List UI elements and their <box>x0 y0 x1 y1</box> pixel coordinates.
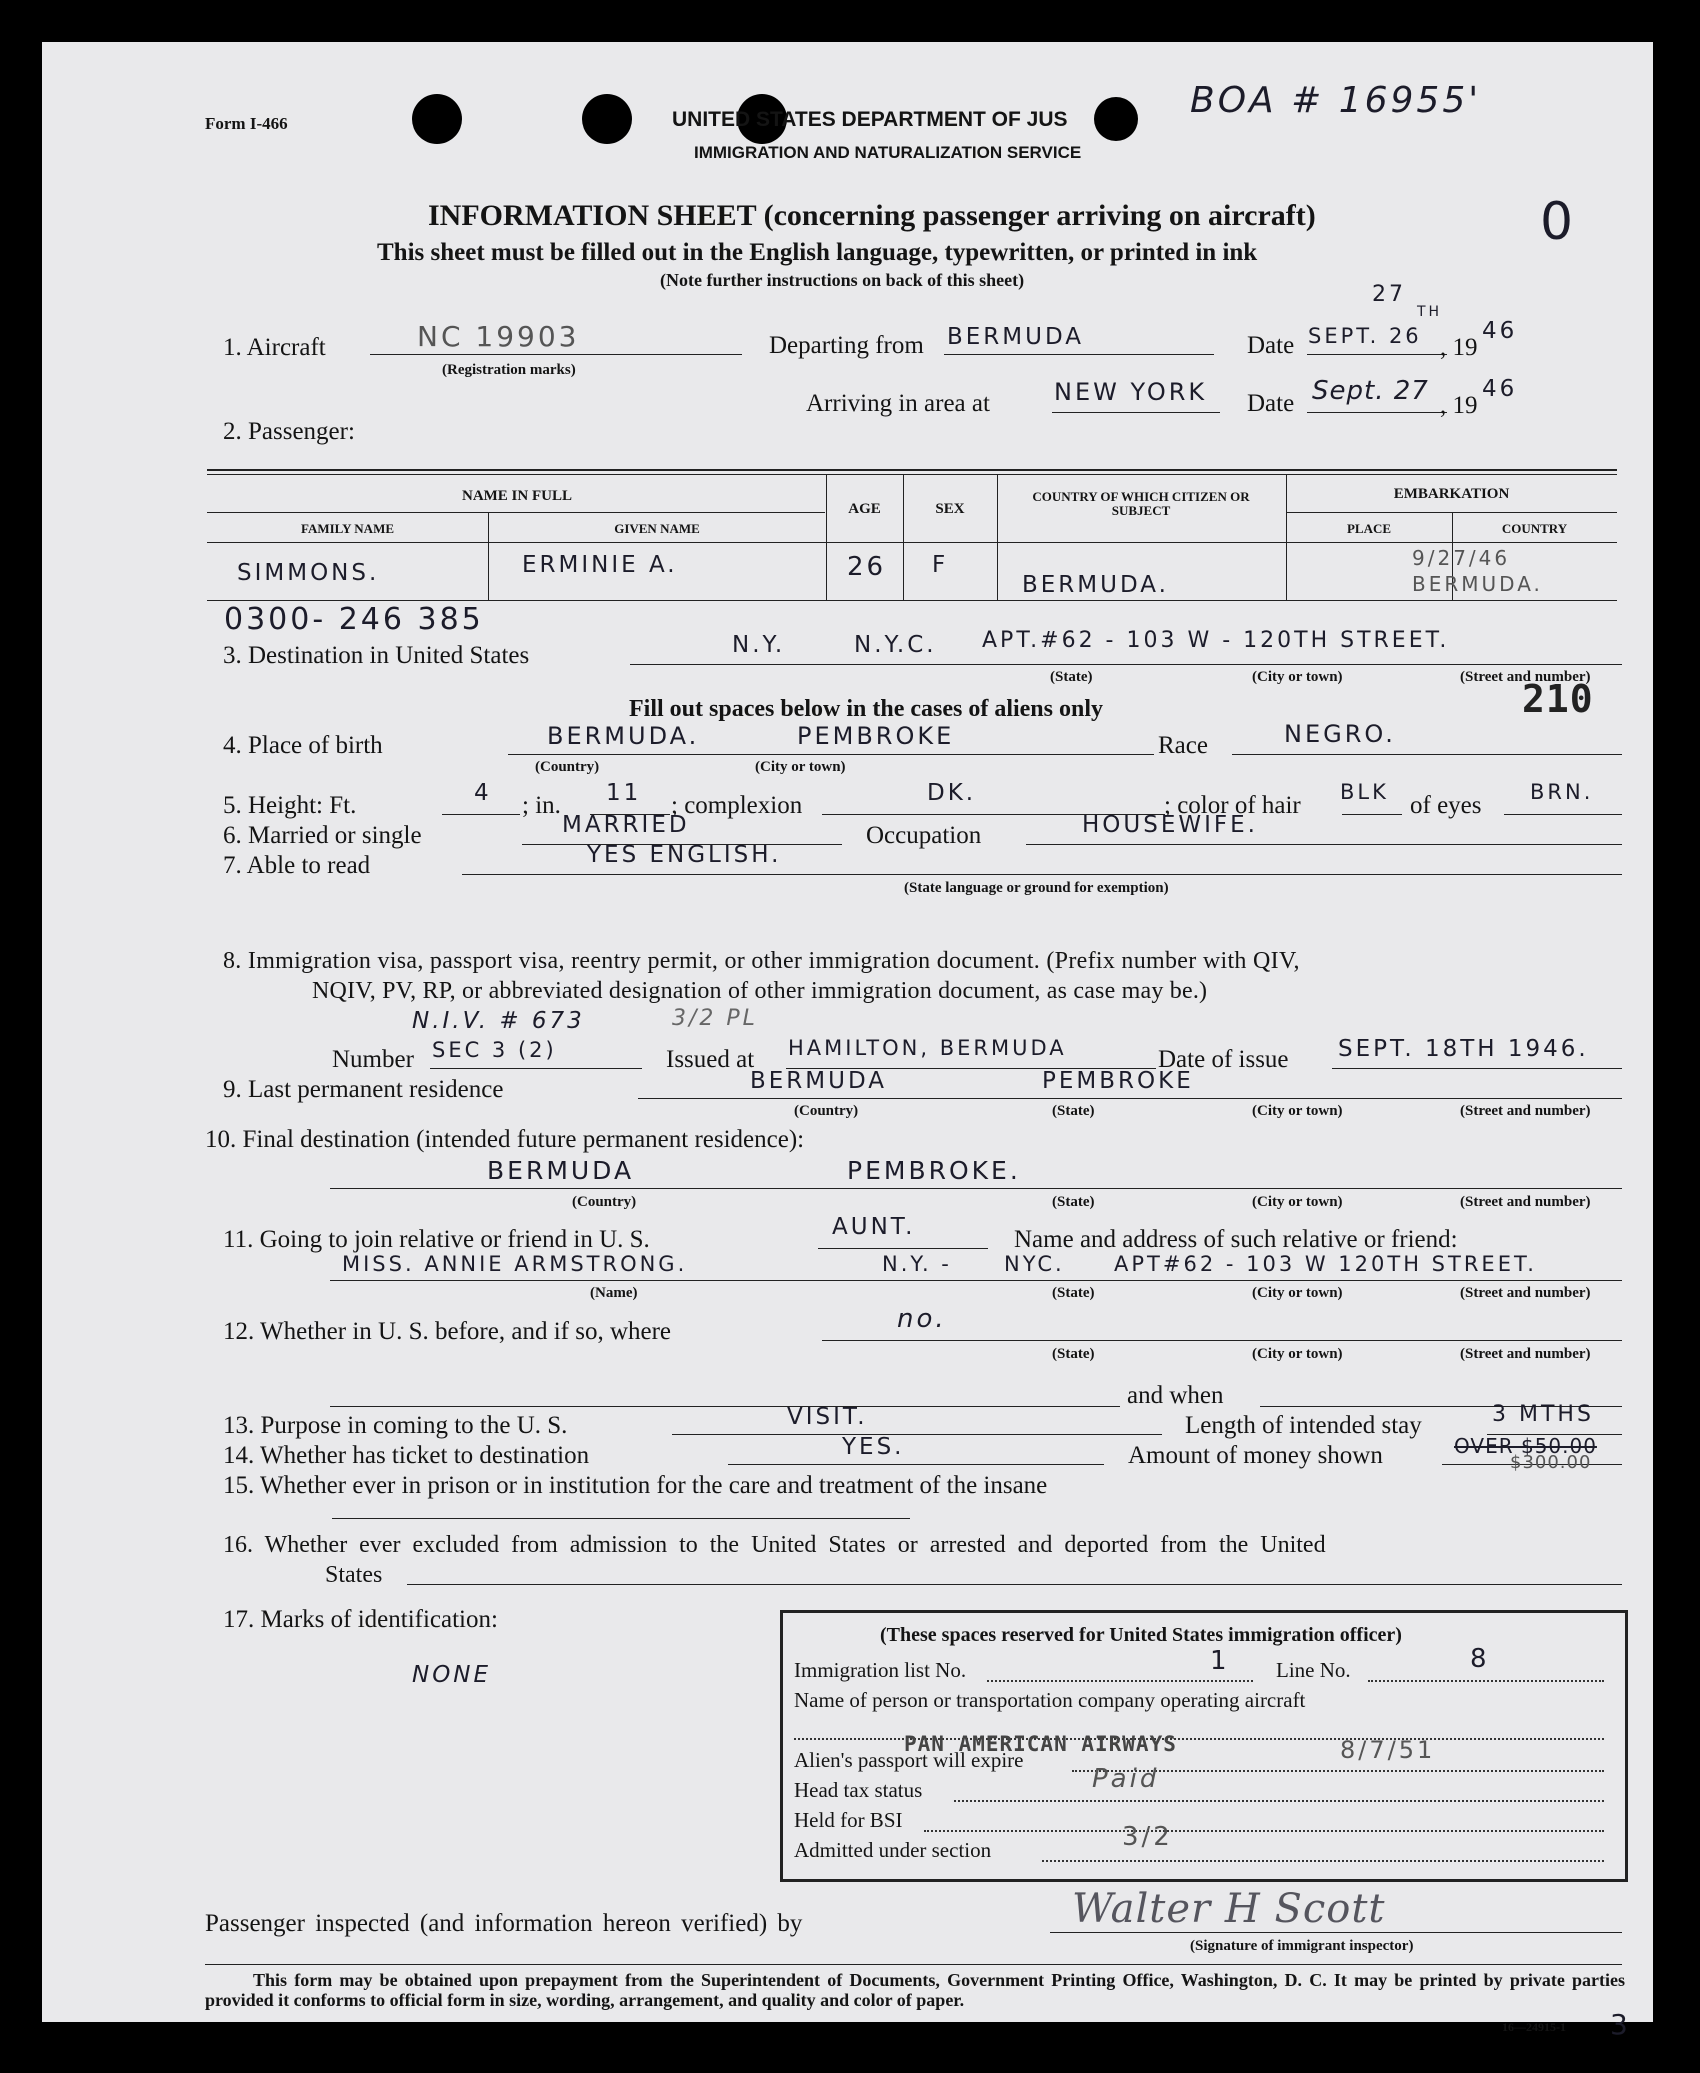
sex-value: F <box>932 552 949 578</box>
departing-value: BERMUDA <box>947 324 1085 350</box>
arriving-value: NEW YORK <box>1054 378 1208 406</box>
date-label: Date <box>1247 332 1295 359</box>
departing-label: Departing from <box>769 332 924 359</box>
complexion-value: DK. <box>927 780 977 806</box>
operator-label: Name of person or transportation company operating aircraft <box>794 1688 1306 1712</box>
footer-handwritten-mark: 3 <box>1610 2008 1631 2041</box>
punch-hole <box>1094 97 1138 141</box>
departure-date-correction: 27 <box>1372 282 1406 307</box>
punch-hole <box>582 94 632 144</box>
destination-label: 3. Destination in United States <box>223 642 530 669</box>
final-destination-country: BERMUDA <box>487 1156 635 1185</box>
race-value: NEGRO. <box>1284 720 1396 748</box>
residence-state: PEMBROKE <box>1042 1068 1194 1094</box>
handwritten-reference: BOA # 16955' <box>1190 80 1482 121</box>
hair-value: BLK <box>1340 780 1389 804</box>
embark-place-value: 9/27/46 <box>1412 546 1511 570</box>
inches-label: ; in. <box>522 792 561 819</box>
birth-city-caption: (City or town) <box>755 759 846 775</box>
relative-city: NYC. <box>1004 1252 1065 1276</box>
before-street-caption: (Street and number) <box>1460 1346 1591 1362</box>
inspected-label: Passenger inspected (and information hereon verified) by <box>205 1910 803 1937</box>
destination-city: N.Y.C. <box>854 632 937 658</box>
residence-city-caption: (City or town) <box>1252 1103 1343 1119</box>
embark-country-value: BERMUDA. <box>1412 572 1543 596</box>
final-street-caption: (Street and number) <box>1460 1194 1591 1210</box>
relative-street-caption: (Street and number) <box>1460 1285 1591 1301</box>
excluded-label-line2: States <box>325 1562 383 1588</box>
aliens-heading: Fill out spaces below in the cases of aliens only <box>629 696 1104 722</box>
aircraft-value: NC 19903 <box>417 320 580 353</box>
visa-label-line1: 8. Immigration visa, passport visa, reentry permit, or other immigration document. (Prefix number with QIV, <box>223 948 1300 974</box>
married-label: 6. Married or single <box>223 822 422 849</box>
relative-address-label: Name and address of such relative or friend: <box>1014 1226 1458 1253</box>
family-name-header: FAMILY NAME <box>300 521 395 536</box>
issued-at-value: HAMILTON, BERMUDA <box>788 1036 1067 1060</box>
purpose-label: 13. Purpose in coming to the U. S. <box>223 1412 568 1439</box>
visa-pencil-note: 3/2 PL <box>672 1006 758 1031</box>
read-value: YES ENGLISH. <box>587 842 782 868</box>
residence-label: 9. Last permanent residence <box>223 1076 504 1103</box>
signature-caption: (Signature of immigrant inspector) <box>1190 1938 1414 1954</box>
country-header: COUNTRY <box>1501 521 1568 536</box>
departure-year: 46 <box>1482 318 1518 344</box>
eyes-label: of eyes <box>1410 792 1482 819</box>
head-tax-label: Head tax status <box>794 1778 923 1802</box>
read-label: 7. Able to read <box>223 852 371 879</box>
issued-at-label: Issued at <box>666 1046 755 1073</box>
residence-street-caption: (Street and number) <box>1460 1103 1591 1119</box>
admitted-section-value: 3/2 <box>1122 1822 1173 1852</box>
destination-street-caption: (Street and number) <box>1460 669 1591 685</box>
passport-expire-value: 8/7/51 <box>1340 1736 1436 1764</box>
marks-value: NONE <box>412 1662 492 1688</box>
visa-number-label: Number <box>332 1046 414 1073</box>
eyes-value: BRN. <box>1530 780 1594 804</box>
aircraft-label: 1. Aircraft <box>223 334 326 361</box>
place-header: PLACE <box>1346 521 1392 536</box>
issue-date-value: SEPT. 18TH 1946. <box>1338 1036 1589 1062</box>
operator-value: PAN AMERICAN AIRWAYS <box>904 1732 1177 1756</box>
passport-expire-label: Alien's passport will expire <box>794 1748 1024 1772</box>
birth-label: 4. Place of birth <box>223 732 383 759</box>
punch-hole <box>412 94 462 144</box>
before-city-caption: (City or town) <box>1252 1346 1343 1362</box>
embarkation-header: EMBARKATION <box>1393 486 1510 502</box>
residence-country-caption: (Country) <box>794 1103 859 1119</box>
citizen-value: BERMUDA. <box>1022 572 1169 598</box>
departure-year-prefix: , 19 <box>1440 334 1478 361</box>
complexion-label: ; complexion <box>671 792 803 819</box>
height-label: 5. Height: Ft. <box>223 792 357 819</box>
relative-state-caption: (State) <box>1052 1285 1095 1301</box>
height-feet: 4 <box>474 780 492 806</box>
money-label: Amount of money shown <box>1128 1442 1383 1469</box>
birth-city: PEMBROKE <box>797 722 955 750</box>
ticket-label: 14. Whether has ticket to destination <box>223 1442 590 1469</box>
final-city-caption: (City or town) <box>1252 1194 1343 1210</box>
destination-state-caption: (State) <box>1050 669 1093 685</box>
destination-state: N.Y. <box>732 632 786 658</box>
occupation-label: Occupation <box>866 822 982 849</box>
before-value: no. <box>897 1304 947 1334</box>
age-header: AGE <box>848 501 881 517</box>
form-subtitle: This sheet must be filled out in the English language, typewritten, or printed in ink <box>377 239 1258 266</box>
prison-label: 15. Whether ever in prison or in institution for the care and treatment of the insane <box>223 1472 1048 1499</box>
final-destination-state: PEMBROKE. <box>847 1156 1021 1185</box>
race-label: Race <box>1158 732 1208 759</box>
form-sheet <box>42 42 1653 2041</box>
final-state-caption: (State) <box>1052 1194 1095 1210</box>
form-note: (Note further instructions on back of this sheet) <box>660 270 1025 290</box>
arriving-label: Arriving in area at <box>806 390 990 417</box>
read-caption: (State language or ground for exemption) <box>904 880 1169 896</box>
list-number-value: 1 <box>1210 1646 1230 1676</box>
form-number: Form I-466 <box>205 114 288 133</box>
visa-prefix: N.I.V. # 673 <box>412 1008 585 1034</box>
stamped-number: 210 <box>1522 677 1594 721</box>
marks-label: 17. Marks of identification: <box>223 1606 498 1633</box>
arrival-date-label: Date <box>1247 390 1295 417</box>
join-relation: AUNT. <box>832 1214 916 1240</box>
age-value: 26 <box>847 552 887 582</box>
departure-date: SEPT. 26 <box>1308 324 1422 348</box>
destination-street: APT.#62 - 103 W - 120TH STREET. <box>982 628 1450 653</box>
arrival-year-prefix: , 19 <box>1440 392 1478 419</box>
stay-value: 3 MTHS <box>1492 1402 1594 1427</box>
height-inches: 11 <box>606 780 642 806</box>
handwritten-id-number: 0300- 246 385 <box>224 602 484 637</box>
join-label: 11. Going to join relative or friend in U. S. <box>223 1226 650 1253</box>
citizen-country-header: COUNTRY OF WHICH CITIZEN OR SUBJECT <box>1032 489 1250 518</box>
name-in-full-header: NAME IN FULL <box>461 488 572 504</box>
relative-state: N.Y. - <box>882 1252 952 1276</box>
arrival-date: Sept. 27 <box>1312 376 1429 406</box>
purpose-value: VISIT. <box>787 1404 868 1430</box>
birth-country-caption: (Country) <box>535 759 600 775</box>
service-name: IMMIGRATION AND NATURALIZATION SERVICE <box>694 143 1082 162</box>
birth-country: BERMUDA. <box>547 722 700 750</box>
sex-header: SEX <box>935 501 965 517</box>
held-bsi-label: Held for BSI <box>794 1808 903 1832</box>
money-value: OVER $50.00 <box>1454 1434 1597 1458</box>
footer-text: This form may be obtained upon prepayment from the Superintendent of Documents, Government Printing Office, Washington, D. C. It may be printed by private parties provided it conforms to official form in size, wording, arrangement, and quality and color of paper. <box>205 1970 1625 2010</box>
family-name-value: SIMMONS. <box>237 560 380 586</box>
residence-state-caption: (State) <box>1052 1103 1095 1119</box>
head-tax-value: Paid <box>1092 1764 1160 1794</box>
residence-country: BERMUDA <box>750 1068 888 1094</box>
handwritten-corner-mark: 0 <box>1540 192 1577 252</box>
ticket-value: YES. <box>842 1434 905 1460</box>
department-name: UNITED STATES DEPARTMENT OF JUS <box>672 108 1068 131</box>
line-number-label: Line No. <box>1276 1658 1351 1682</box>
money-correction: $300.00 <box>1510 1452 1592 1473</box>
final-destination-label: 10. Final destination (intended future permanent residence): <box>205 1126 805 1153</box>
hair-label: ; color of hair <box>1164 792 1301 819</box>
departure-date-suffix: TH <box>1417 304 1443 320</box>
when-label: and when <box>1127 1382 1224 1409</box>
issue-date-label: Date of issue <box>1158 1046 1289 1073</box>
relative-street: APT#62 - 103 W 120TH STREET. <box>1114 1252 1537 1276</box>
aircraft-caption: (Registration marks) <box>442 362 576 378</box>
form-title: INFORMATION SHEET (concerning passenger arriving on aircraft) <box>428 199 1316 232</box>
before-label: 12. Whether in U. S. before, and if so, where <box>223 1318 672 1345</box>
inspector-signature: Walter H Scott <box>1072 1886 1386 1932</box>
relative-name: MISS. ANNIE ARMSTRONG. <box>342 1252 688 1276</box>
excluded-label-line1: 16. Whether ever excluded from admission to the United States or arrested and deported from the United <box>223 1532 1326 1558</box>
given-name-header: GIVEN NAME <box>614 521 700 536</box>
destination-city-caption: (City or town) <box>1252 669 1343 685</box>
given-name-value: ERMINIE A. <box>522 552 678 578</box>
stay-label: Length of intended stay <box>1185 1412 1422 1439</box>
arrival-year: 46 <box>1482 376 1518 402</box>
married-value: MARRIED <box>562 812 690 838</box>
final-country-caption: (Country) <box>572 1194 637 1210</box>
visa-label-line2: NQIV, PV, RP, or abbreviated designation of other immigration document, as case may be.) <box>312 978 1208 1004</box>
officer-box-title: (These spaces reserved for United States immigration officer) <box>880 1624 1402 1646</box>
passenger-label: 2. Passenger: <box>223 418 355 445</box>
footer-code: 16—24915-1 <box>1502 2020 1566 2034</box>
relative-name-caption: (Name) <box>590 1285 638 1301</box>
list-number-label: Immigration list No. <box>794 1658 967 1682</box>
line-number-value: 8 <box>1470 1644 1490 1674</box>
admitted-section-label: Admitted under section <box>794 1838 992 1862</box>
visa-number-value: SEC 3 (2) <box>432 1038 557 1062</box>
occupation-value: HOUSEWIFE. <box>1082 812 1258 838</box>
relative-city-caption: (City or town) <box>1252 1285 1343 1301</box>
before-state-caption: (State) <box>1052 1346 1095 1362</box>
